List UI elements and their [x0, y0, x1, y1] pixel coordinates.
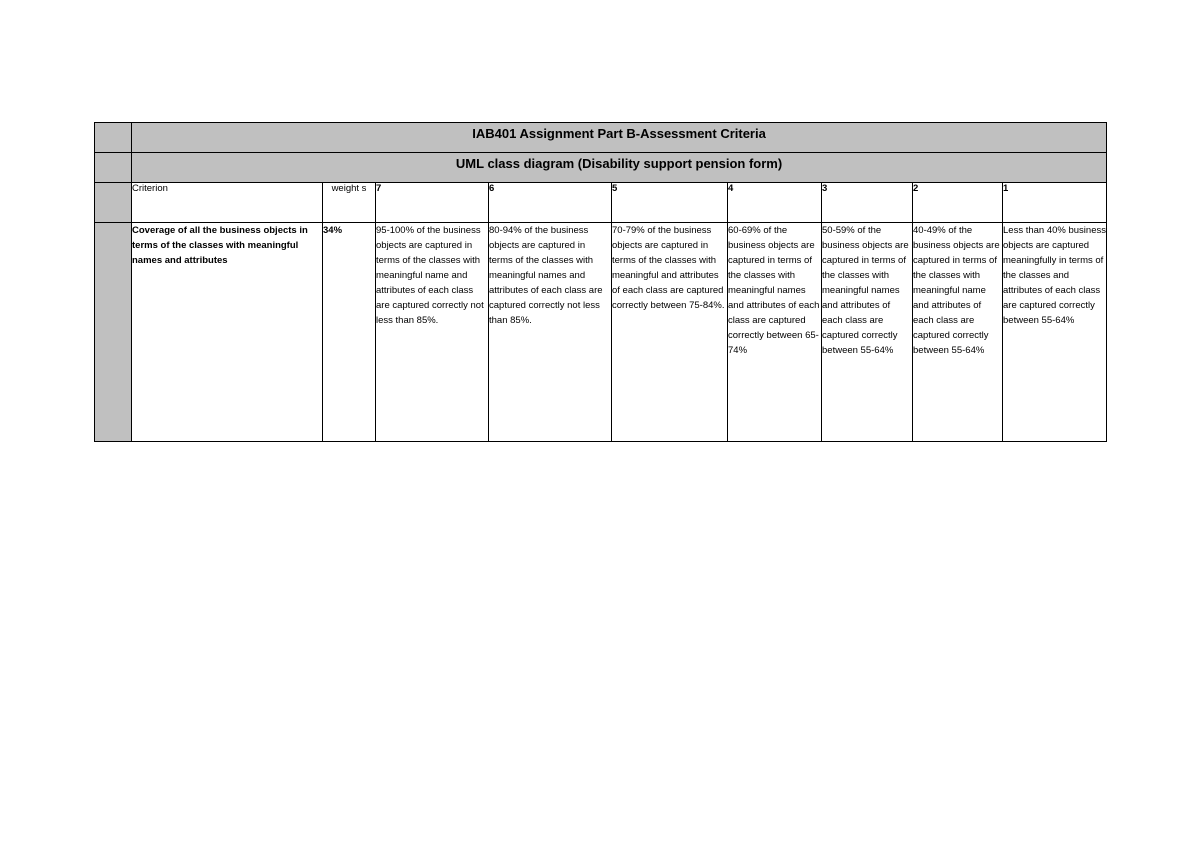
header-level-4: 4 [728, 183, 822, 223]
header-level-7: 7 [376, 183, 489, 223]
row-marker-cell [95, 123, 132, 153]
level-7-cell: 95-100% of the business objects are captured in terms of the classes with meaningful name and attributes of each class are captured correctly not less than 85%. [376, 223, 489, 442]
assessment-criteria-table [94, 122, 1107, 442]
table-subtitle: UML class diagram (Disability support pension form) [455, 156, 783, 171]
level-1-cell: Less than 40% business objects are captured meaningfully in terms of the classes and attributes of each class are captured correctly between 55-64% [1003, 223, 1107, 442]
row-marker-cell [95, 183, 132, 223]
subtitle-row [95, 153, 1107, 183]
level-6-cell: 80-94% of the business objects are captured in terms of the classes with meaningful names and attributes of each class are captured correctly not less than 85%. [489, 223, 612, 442]
table-row [95, 223, 1107, 442]
level-3-cell: 50-59% of the business objects are captured in terms of the classes with meaningful names and attributes of each class are captured correctly between 55-64% [822, 223, 913, 442]
level-2-cell: 40-49% of the business objects are captured in terms of the classes with meaningful name and attributes of each class are captured correctly between 55-64% [913, 223, 1003, 442]
criterion-cell: Coverage of all the business objects in terms of the classes with meaningful names and attributes [132, 223, 323, 442]
table-title-cell [132, 123, 1107, 153]
table-title: IAB401 Assignment Part B-Assessment Criteria [472, 126, 766, 141]
title-row [95, 123, 1107, 153]
header-level-2: 2 [913, 183, 1003, 223]
header-level-1: 1 [1003, 183, 1107, 223]
row-marker-cell [95, 153, 132, 183]
level-4-cell: 60-69% of the business objects are captured in terms of the classes with meaningful names and attributes of each class are captured correctly between 65-74% [728, 223, 822, 442]
header-level-5: 5 [612, 183, 728, 223]
level-5-cell: 70-79% of the business objects are captured in terms of the classes with meaningful and attributes of each class are captured correctly between 75-84%. [612, 223, 728, 442]
header-row [95, 183, 1107, 223]
row-marker-cell [95, 223, 132, 442]
table-subtitle-cell [132, 153, 1107, 183]
weight-cell: 34% [323, 223, 376, 442]
header-level-3: 3 [822, 183, 913, 223]
header-weight: weight s [323, 183, 376, 223]
header-level-6: 6 [489, 183, 612, 223]
header-criterion: Criterion [132, 183, 323, 223]
